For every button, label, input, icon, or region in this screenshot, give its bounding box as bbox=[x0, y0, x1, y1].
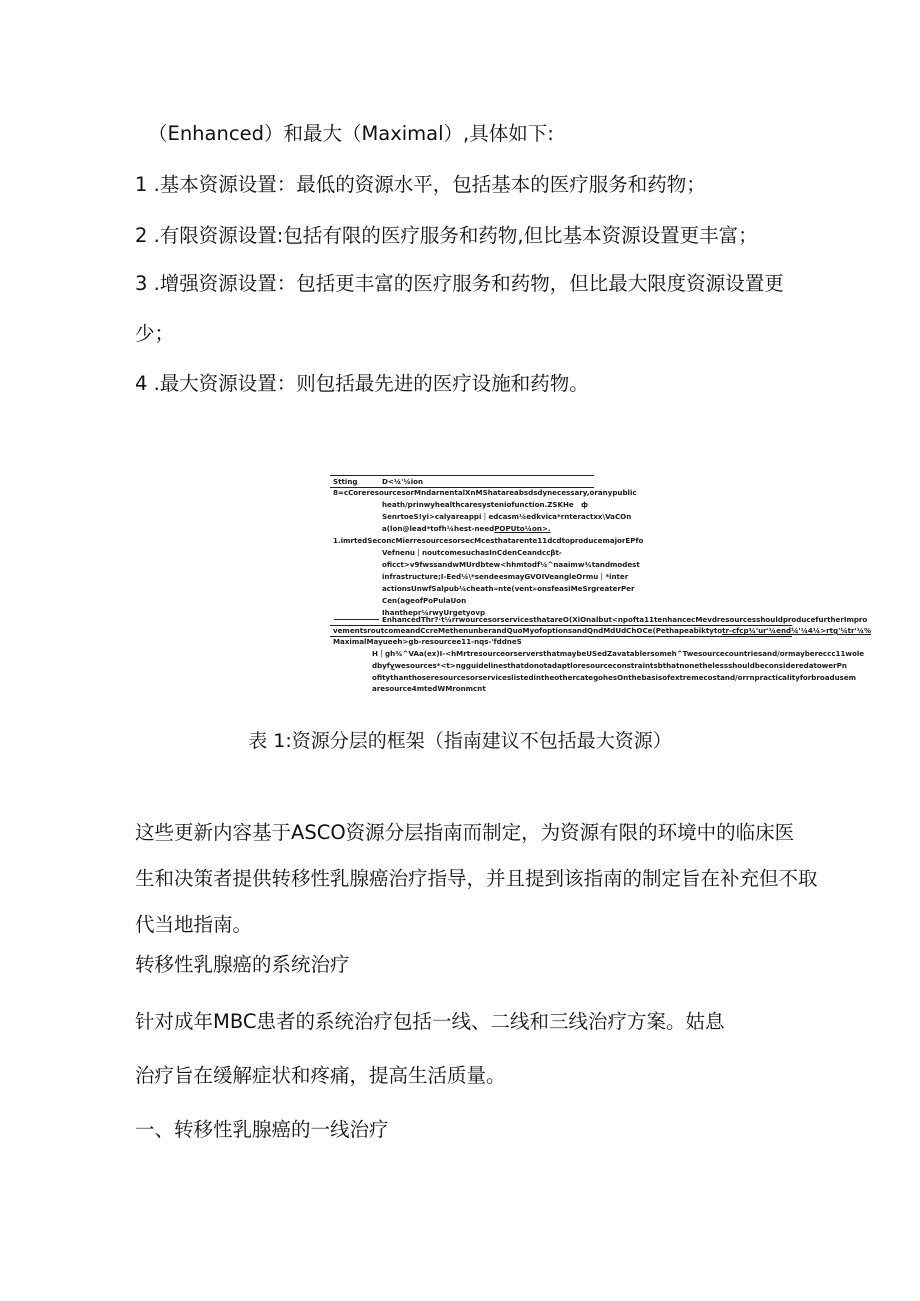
table-col-description-header: D<¼'¼ion bbox=[382, 477, 424, 486]
list-item-enhanced-cont: 少； bbox=[135, 322, 175, 345]
table-basic-mark: ф bbox=[581, 500, 589, 509]
list-item-enhanced: 3 .增强资源设置：包括更丰富的医疗服务和药物，但比最大限度资源设置更 bbox=[135, 272, 784, 295]
table-limited-desc: Cen(ageofPoPulaUon bbox=[382, 596, 467, 605]
table-basic-desc: SenrtoeS!yi>calyareappi｜edcasm¼edkvica*rnteractxx\VaCOn bbox=[382, 512, 632, 521]
body-paragraph: 生和决策者提供转移性乳腺癌治疗指导，并且提到该指南的制定旨在补充但不取 bbox=[135, 867, 818, 890]
subsection-heading: 一、转移性乳腺癌的一线治疗 bbox=[135, 1118, 389, 1141]
table-enhanced-row: EnhancedThr?·t¼rrwourcesorservicesthatareO(XiOnalbut<npofta11tenhancecMevdresourcesshouldproducefurtherImpro bbox=[382, 615, 868, 624]
table-limited-desc: actionsUnwfSalpub¼cheath»nte(vent»onsfeasiMeSrgreaterPer bbox=[382, 584, 635, 593]
section-heading: 转移性乳腺癌的系统治疗 bbox=[135, 953, 350, 976]
list-item-limited: 2 .有限资源设置:包括有限的医疗服务和药物,但比基本资源设置更丰富； bbox=[135, 224, 758, 247]
table-maximal-desc: H｜gh¾^VAa(ex)I-<hMrtresourceorserversthatmaybeUSedZavatablersomeh^Twesourcecountriesand/ormaybereccc11wole bbox=[372, 649, 865, 658]
table-limited-desc: infrastructure;I-Eed¼\*sendeesmayGVOIVeangleOrmu｜*inter bbox=[382, 572, 629, 581]
table-row-rule bbox=[334, 619, 379, 620]
table-top-rule bbox=[330, 475, 594, 476]
table-enhanced-desc: vementsroutcomeandCcreMethenunberandQuoMyofoptionsandQndMdUdChOCe(Pethapeabiktytotr-cfcp¾'ur'¼end¼'¼4¼>rtg'¼tr'¼% bbox=[333, 626, 872, 635]
table-basic-row: 8=cCoreresourcesorMndarnentalXnMShatareabsdsdynecessary,oranypublic bbox=[333, 488, 637, 497]
table-basic-desc: heath/prinwyhealthcaresysteniofunction.ZSKHe bbox=[382, 500, 574, 509]
body-paragraph: 代当地指南。 bbox=[135, 913, 253, 936]
table-limited-desc: Ihanthepr¼rwyUrgetyovp bbox=[382, 608, 486, 617]
table-basic-desc: a(lon@lead*tofh¼hest-needPOPUto¼on>. bbox=[382, 524, 551, 533]
table-limited-desc: Vefnenu｜noutcomesuchasInCdenCeandccβt- bbox=[382, 548, 562, 557]
table-maximal-desc: ofitythanthoseresourcesorserviceslistedintheothercategohesOnthebasisofextremecostand/orrnpracticalityforbroadusem bbox=[372, 673, 857, 682]
table-limited-row: 1.imrtedSeconcMierresourcesorsecMcesthatarente11dcdtoproducemajorEPfo bbox=[333, 536, 644, 545]
body-paragraph: 针对成年MBC患者的系统治疗包括一线、二线和三线治疗方案。姑息 bbox=[135, 1010, 725, 1033]
list-item-maximal: 4 .最大资源设置：则包括最先进的医疗设施和药物。 bbox=[135, 372, 589, 395]
table-maximal-desc: dbyfywesources*<t>ngguidelinesthatdonotadaptloresourceconstraintsbthatnonethelessshouldbeconsideredatowerPn bbox=[372, 661, 847, 670]
table-caption: 表 1:资源分层的框架（指南建议不包括最大资源） bbox=[248, 730, 672, 752]
table-maximal-row: MaximalMayueeh>gb-resourcee11-nqs-'fddneS bbox=[333, 637, 522, 646]
intro-line: （Enhanced）和最大（Maximal）,具体如下: bbox=[148, 122, 554, 145]
table-maximal-desc: aresource4mtedWMronmcnt bbox=[372, 684, 486, 693]
table-col-setting-header: Stting bbox=[333, 477, 358, 486]
body-paragraph: 这些更新内容基于ASCO资源分层指南而制定，为资源有限的环境中的临床医 bbox=[135, 821, 795, 844]
body-paragraph: 治疗旨在缓解症状和疼痛，提高生活质量。 bbox=[135, 1064, 506, 1087]
table-limited-desc: oficct>v9fwssandwMUrdbtew<hhmtodf¼^naaimw¾tandmodest bbox=[382, 560, 640, 569]
list-item-basic: 1 .基本资源设置：最低的资源水平，包括基本的医疗服务和药物； bbox=[135, 173, 706, 196]
resource-tier-table bbox=[330, 470, 872, 693]
